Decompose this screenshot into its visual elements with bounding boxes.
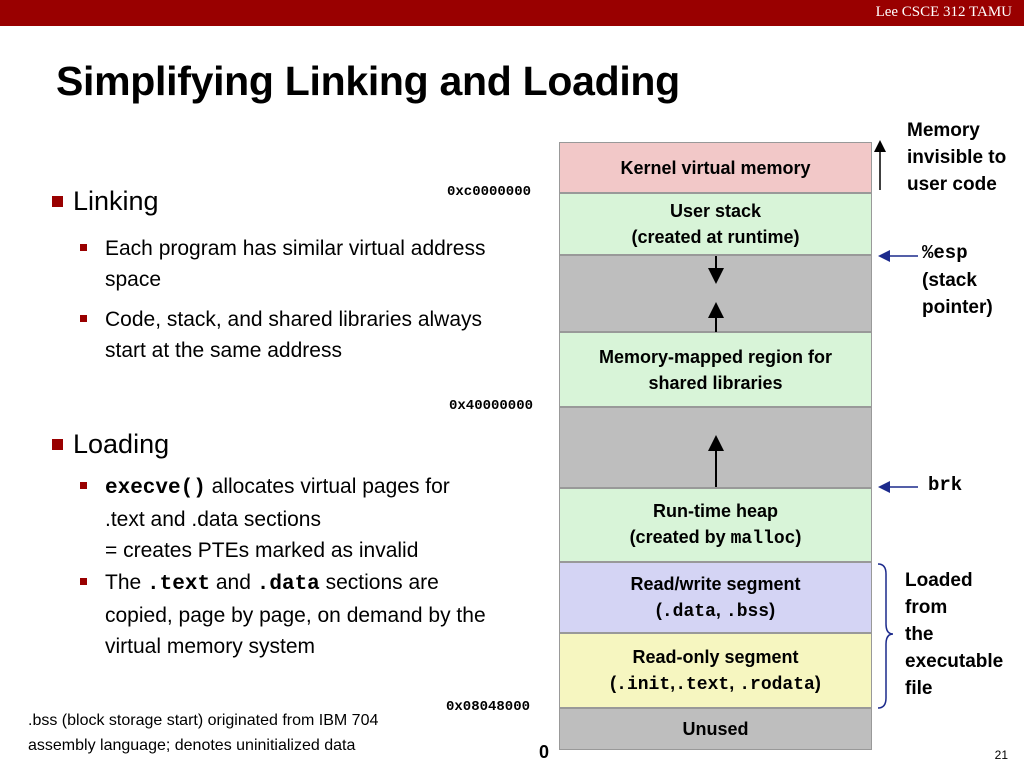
label-line: Loaded (905, 570, 973, 591)
block-label-line: ( (610, 672, 617, 693)
slide-title: Simplifying Linking and Loading (56, 58, 680, 104)
address-label: 0xc0000000 (447, 184, 532, 200)
block-label-line: Read-only segment (632, 646, 799, 667)
linking-heading: Linking (73, 186, 159, 216)
bss-code: .bss (725, 601, 770, 622)
block-label-line: Read/write segment (630, 573, 801, 594)
loading-heading: Loading (73, 429, 170, 459)
list-item-text: Code, stack, and shared libraries always start at the same address (105, 308, 483, 362)
text-span: and (210, 571, 257, 594)
block-label-line: , (715, 599, 726, 620)
block-label-line: (created at runtime) (631, 227, 800, 247)
label-line: invisible to (907, 147, 1007, 168)
malloc-code: malloc (730, 529, 796, 549)
execve-code: execve() (105, 477, 206, 500)
block-label: Unused (682, 719, 749, 739)
block-label-line: , (729, 672, 740, 693)
label-line: from (905, 597, 948, 618)
block-label-line: ( (655, 599, 662, 620)
address-label: 0x40000000 (449, 398, 534, 414)
address-zero-label: 0 (539, 742, 550, 762)
execve-desc: allocates virtual pages for .text and .data sections (105, 475, 450, 531)
label-line: user code (907, 174, 997, 195)
block-label-line: ) (795, 527, 802, 547)
execve-desc-line2: = creates PTEs marked as invalid (105, 539, 419, 562)
block-label-line: Run-time heap (652, 501, 778, 521)
block-label-line: (created by (629, 527, 731, 547)
course-label: Lee CSCE 312 TAMU (875, 4, 1012, 20)
text-code: .text (675, 674, 730, 695)
data-code: .data (256, 573, 320, 596)
label-line: file (905, 678, 933, 699)
text-span: The (105, 571, 148, 594)
init-code: .init (616, 674, 671, 695)
label-line: (stack (922, 270, 977, 291)
block-label-line: shared libraries (648, 372, 783, 393)
text-code: .text (147, 573, 211, 596)
label-line: executable (905, 651, 1004, 672)
brk-label: brk (928, 474, 963, 496)
page-number: 21 (994, 748, 1008, 762)
label-line: pointer) (922, 297, 993, 318)
block-label-line: , (670, 672, 676, 693)
block-label-line: User stack (669, 201, 762, 221)
data-code: .data (661, 601, 716, 622)
address-label: 0x08048000 (446, 699, 531, 715)
rodata-code: .rodata (739, 674, 815, 695)
text-span: sections are copied, page by page, on demand by the virtual memory system (105, 571, 486, 658)
label-line: the (905, 624, 934, 645)
block-label-line: Memory-mapped region for (598, 346, 833, 367)
block-label-line: ) (814, 672, 821, 693)
label-line: Memory (907, 120, 980, 141)
block-label-line: ) (769, 599, 776, 620)
footnote-line: .bss (block storage start) originated from IBM 704 (28, 712, 379, 729)
block-label: Kernel virtual memory (620, 157, 811, 178)
footnote-line: assembly language; denotes uninitialized data (28, 737, 356, 754)
list-item-text: Each program has similar virtual address space (105, 237, 486, 291)
esp-code: %esp (922, 242, 968, 264)
curly-brace-icon (878, 564, 893, 708)
